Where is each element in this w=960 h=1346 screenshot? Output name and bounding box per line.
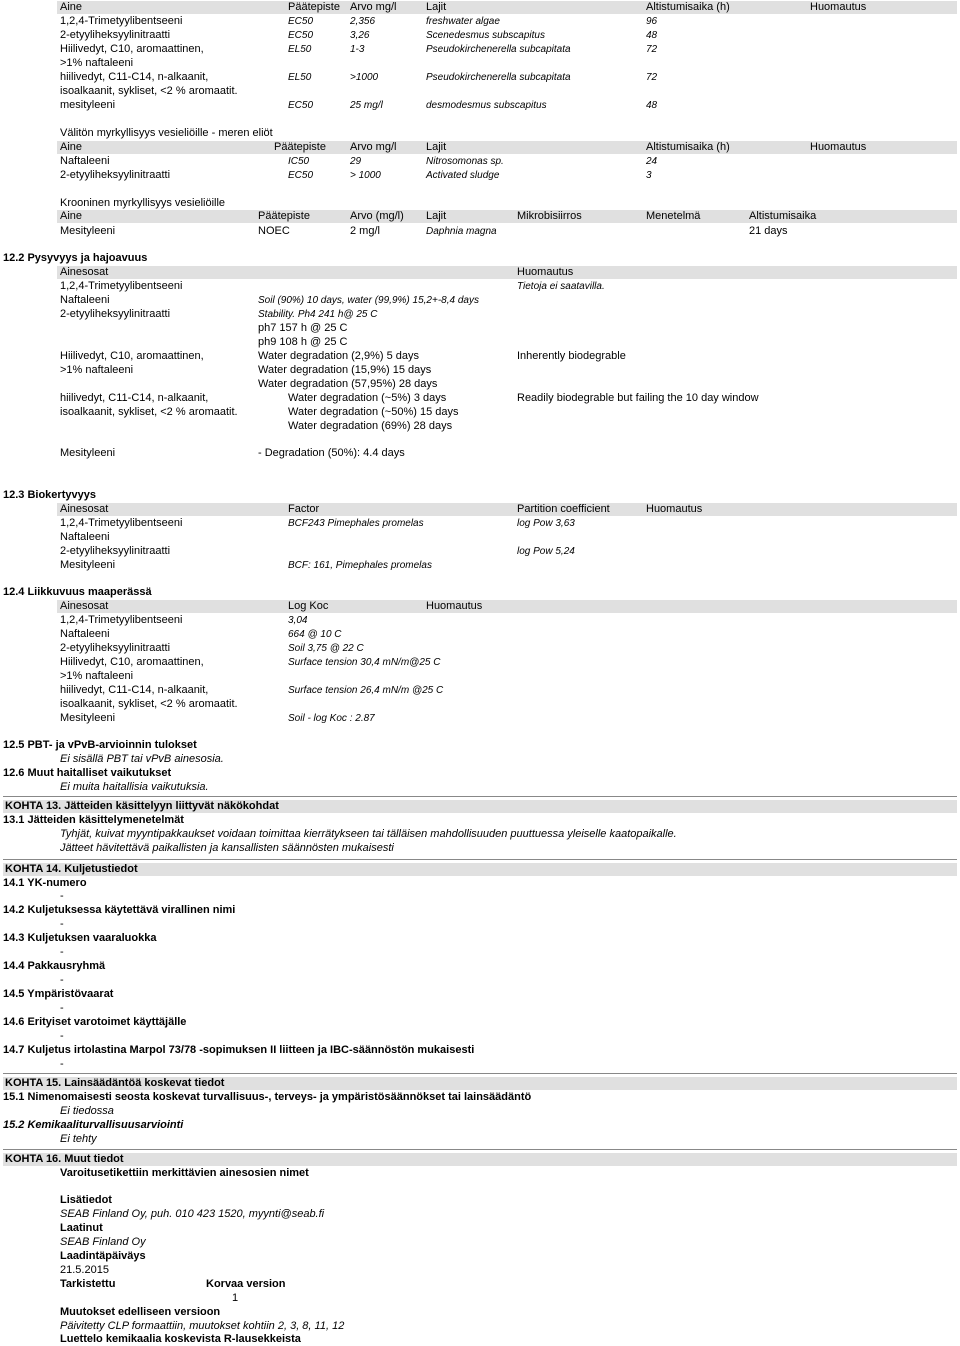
col-header: Huomautus: [810, 1, 867, 13]
cell: Mesityleeni: [60, 712, 116, 724]
col-header: Factor: [288, 503, 320, 515]
cell: Soil 3,75 @ 22 C: [288, 643, 364, 654]
cell: 2-etyyliheksyylinitraatti: [60, 169, 171, 181]
cell: Pseudokirchenerella subcapitata: [426, 72, 571, 83]
cell: 1-3: [350, 44, 365, 55]
cell: Mesityleeni: [60, 447, 116, 459]
col-header: Arvo mg/l: [350, 141, 397, 153]
cell: 3: [646, 170, 652, 181]
field-label: Laatinut: [60, 1222, 103, 1234]
cell: Mesityleeni: [60, 559, 116, 571]
cell: NOEC: [258, 225, 290, 237]
cell: Naftaleeni: [60, 155, 110, 167]
subsection-heading: 14.1 YK-numero: [3, 877, 87, 889]
cell: Daphnia magna: [426, 226, 497, 237]
cell: 1,2,4-Trimetyylibentseeni: [60, 280, 183, 292]
col-header: Log Koc: [288, 600, 329, 612]
section-heading: 12.6 Muut haitalliset vaikutukset: [3, 767, 172, 779]
table-caption: Välitön myrkyllisyys vesieliöille - meren eliöt: [60, 127, 273, 139]
cell: Water degradation (~5%) 3 days: [288, 392, 447, 404]
cell: 3,04: [288, 615, 308, 626]
cell: Scenedesmus subscapitus: [426, 30, 545, 41]
cell: EC50: [288, 30, 314, 41]
cell: > 1000: [350, 170, 381, 181]
subsection-value: Ei tehty: [60, 1133, 97, 1145]
field-label: Tarkistettu: [60, 1278, 116, 1290]
col-header: Huomautus: [810, 141, 867, 153]
cell: 1,2,4-Trimetyylibentseeni: [60, 614, 183, 626]
col-header: Altistumisaika (h): [646, 141, 730, 153]
cell: Inherently biodegrable: [517, 350, 626, 362]
col-header: Aine: [60, 1, 83, 13]
subsection-heading: 14.6 Erityiset varotoimet käyttäjälle: [3, 1016, 187, 1028]
cell: 72: [646, 44, 658, 55]
cell: 24: [646, 156, 658, 167]
subsection-heading: 14.4 Pakkausryhmä: [3, 960, 106, 972]
subsection-value: -: [60, 918, 64, 930]
cell: Soil (90%) 10 days, water (99,9%) 15,2+-8,4 days: [258, 295, 479, 306]
section-header-bar: [3, 863, 957, 876]
col-header: Huomautus: [646, 503, 703, 515]
cell: 2-etyyliheksyylinitraatti: [60, 308, 171, 320]
field-label: Laadintäpäiväys: [60, 1250, 146, 1262]
section-title: KOHTA 13. Jätteiden käsittelyyn liittyvät näkökohdat: [5, 800, 279, 812]
cell: EL50: [288, 44, 312, 55]
cell: EC50: [288, 100, 314, 111]
table-header-bar: [57, 210, 957, 223]
cell: Mesityleeni: [60, 225, 116, 237]
section-text: Ei sisällä PBT tai vPvB ainesosia.: [60, 753, 224, 765]
col-header: Ainesosat: [60, 600, 109, 612]
cell: isoalkaanit, sykliset, <2 % aromaatit.: [60, 698, 238, 710]
field-value: Päivitetty CLP formaattiin, muutokset kohtiin 2, 3, 8, 11, 12: [60, 1320, 345, 1332]
cell: Water degradation (57,95%) 28 days: [258, 378, 438, 390]
cell: 2-etyyliheksyylinitraatti: [60, 29, 171, 41]
section-header-bar: [3, 1153, 957, 1166]
cell: 48: [646, 30, 658, 41]
cell: 1,2,4-Trimetyylibentseeni: [60, 517, 183, 529]
cell: Naftaleeni: [60, 531, 110, 543]
cell: BCF243 Pimephales promelas: [288, 518, 424, 529]
cell: >1000: [350, 72, 379, 83]
cell: hiilivedyt, C11-C14, n-alkaanit,: [60, 684, 209, 696]
cell: - Degradation (50%): 4.4 days: [258, 447, 405, 459]
col-header: Partition coefficient: [517, 503, 610, 515]
divider: [3, 1073, 957, 1074]
field-value: 21.5.2015: [60, 1264, 109, 1276]
col-header: Altistumisaika (h): [646, 1, 730, 13]
subsection-value: -: [60, 1002, 64, 1014]
cell: hiilivedyt, C11-C14, n-alkaanit,: [60, 71, 209, 83]
cell: 21 days: [749, 225, 788, 237]
section-heading: 12.5 PBT- ja vPvB-arvioinnin tulokset: [3, 739, 197, 751]
subsection-heading: 14.2 Kuljetuksessa käytettävä virallinen nimi: [3, 904, 236, 916]
cell: 664 @ 10 C: [288, 629, 342, 640]
cell: Readily biodegrable but failing the 10 day window: [517, 392, 759, 404]
cell: freshwater algae: [426, 16, 500, 27]
subsection-value: -: [60, 1030, 64, 1042]
col-header: Lajit: [426, 141, 447, 153]
subsection-heading: 14.3 Kuljetuksen vaaraluokka: [3, 932, 157, 944]
col-header: Huomautus: [426, 600, 483, 612]
section-text: Jätteet hävitettävä paikallisten ja kansallisten säännösten mukaisesti: [60, 842, 394, 854]
cell: 29: [350, 156, 362, 167]
cell: IC50: [288, 156, 310, 167]
cell: 2-etyyliheksyylinitraatti: [60, 642, 171, 654]
cell: Water degradation (15,9%) 15 days: [258, 364, 432, 376]
cell: ph9 108 h @ 25 C: [258, 336, 348, 348]
field-value: SEAB Finland Oy, puh. 010 423 1520, myynti@seab.fi: [60, 1208, 325, 1220]
col-header: Lajit: [426, 1, 447, 13]
cell: 96: [646, 16, 658, 27]
section-title: KOHTA 14. Kuljetustiedot: [5, 863, 138, 875]
cell: Water degradation (69%) 28 days: [288, 420, 453, 432]
section-title: KOHTA 15. Lainsäädäntöä koskevat tiedot: [5, 1077, 225, 1089]
divider: [3, 859, 957, 860]
field-value: 1: [232, 1292, 239, 1304]
cell: >1% naftaleeni: [60, 670, 134, 682]
cell: Stability. Ph4 241 h@ 25 C: [258, 309, 378, 320]
cell: log Pow 5,24: [517, 546, 575, 557]
cell: 2-etyyliheksyylinitraatti: [60, 545, 171, 557]
cell: Naftaleeni: [60, 628, 110, 640]
col-header: Mikrobisiirros: [517, 210, 582, 222]
cell: desmodesmus subscapitus: [426, 100, 547, 111]
table-caption: Krooninen myrkyllisyys vesieliöille: [60, 197, 226, 209]
cell: Nitrosomonas sp.: [426, 156, 504, 167]
section-title: KOHTA 16. Muut tiedot: [5, 1153, 124, 1165]
cell: EC50: [288, 170, 314, 181]
col-header: Ainesosat: [60, 503, 109, 515]
cell: EL50: [288, 72, 312, 83]
cell: 25 mg/l: [350, 100, 383, 111]
cell: Water degradation (~50%) 15 days: [288, 406, 459, 418]
col-header: Huomautus: [517, 266, 574, 278]
cell: Hiilivedyt, C10, aromaattinen,: [60, 43, 204, 55]
field-label: Luettelo kemikaalia koskevista R-lausekkeista: [60, 1333, 301, 1345]
cell: Pseudokirchenerella subcapitata: [426, 44, 571, 55]
col-header: Päätepiste: [258, 210, 310, 222]
cell: 3,26: [350, 30, 370, 41]
subsection-value: -: [60, 890, 64, 902]
col-header: Ainesosat: [60, 266, 109, 278]
col-header: Päätepiste: [274, 141, 326, 153]
cell: >1% naftaleeni: [60, 364, 134, 376]
cell: Surface tension 30,4 mN/m@25 C: [288, 657, 441, 668]
cell: Hiilivedyt, C10, aromaattinen,: [60, 656, 204, 668]
cell: isoalkaanit, sykliset, <2 % aromaatit.: [60, 85, 238, 97]
section-text: Ei muita haitallisia vaikutuksia.: [60, 781, 209, 793]
subsection-heading: 13.1 Jätteiden käsittelymenetelmät: [3, 814, 184, 826]
table-header-bar: [57, 600, 957, 613]
cell: 72: [646, 72, 658, 83]
cell: hiilivedyt, C11-C14, n-alkaanit,: [60, 392, 209, 404]
cell: Tietoja ei saatavilla.: [517, 281, 605, 292]
cell: 2 mg/l: [350, 225, 380, 237]
table-header-bar: [57, 503, 957, 516]
cell: 2,356: [350, 16, 376, 27]
cell: Hiilivedyt, C10, aromaattinen,: [60, 350, 204, 362]
field-value: SEAB Finland Oy: [60, 1236, 146, 1248]
cell: Water degradation (2,9%) 5 days: [258, 350, 420, 362]
subsection-heading: 15.1 Nimenomaisesti seosta koskevat turvallisuus-, terveys- ja ympäristösäännökset tai lainsäädäntö: [3, 1091, 532, 1103]
cell: 48: [646, 100, 658, 111]
col-header: Lajit: [426, 210, 447, 222]
cell: Surface tension 26,4 mN/m @25 C: [288, 685, 444, 696]
col-header: Aine: [60, 210, 83, 222]
col-header: Aine: [60, 141, 83, 153]
cell: EC50: [288, 16, 314, 27]
subsection-heading: 15.2 Kemikaaliturvallisuusarviointi: [3, 1119, 184, 1131]
field-label: Lisätiedot: [60, 1194, 112, 1206]
section-heading: 12.3 Biokertyvyys: [3, 489, 96, 501]
cell: 1,2,4-Trimetyylibentseeni: [60, 15, 183, 27]
section-heading: 12.4 Liikkuvuus maaperässä: [3, 586, 152, 598]
cell: isoalkaanit, sykliset, <2 % aromaatit.: [60, 406, 238, 418]
subsection-value: -: [60, 1058, 64, 1070]
subsection-heading: 14.5 Ympäristövaarat: [3, 988, 114, 1000]
table-header-bar: [57, 266, 957, 279]
cell: BCF: 161, Pimephales promelas: [288, 560, 432, 571]
section-text: Tyhjät, kuivat myyntipakkaukset voidaan toimittaa kierrätykseen tai tälläisen mahdollisuuden puuttuessa yleiselle kaatopaikalle.: [60, 828, 677, 840]
field-label: Muutokset edelliseen versioon: [60, 1306, 221, 1318]
col-header: Arvo mg/l: [350, 1, 397, 13]
divider: [3, 796, 957, 797]
col-header: Menetelmä: [646, 210, 701, 222]
subsection-value: -: [60, 946, 64, 958]
cell: log Pow 3,63: [517, 518, 575, 529]
subsection-heading: Varoitusetikettiin merkittävien ainesosien nimet: [60, 1167, 309, 1179]
subsection-value: -: [60, 974, 64, 986]
col-header: Altistumisaika: [749, 210, 817, 222]
col-header: Päätepiste: [288, 1, 340, 13]
section-heading: 12.2 Pysyvyys ja hajoavuus: [3, 252, 148, 264]
cell: mesityleeni: [60, 99, 116, 111]
cell: Soil - log Koc : 2.87: [288, 713, 375, 724]
subsection-heading: 14.7 Kuljetus irtolastina Marpol 73/78 -sopimuksen II liitteen ja IBC-säännöstön mukaisesti: [3, 1044, 475, 1056]
subsection-value: Ei tiedossa: [60, 1105, 114, 1117]
col-header: Arvo (mg/l): [350, 210, 404, 222]
cell: Naftaleeni: [60, 294, 110, 306]
divider: [3, 1149, 957, 1150]
field-label: Korvaa version: [206, 1278, 286, 1290]
cell: Activated sludge: [426, 170, 500, 181]
cell: ph7 157 h @ 25 C: [258, 322, 348, 334]
cell: >1% naftaleeni: [60, 57, 134, 69]
